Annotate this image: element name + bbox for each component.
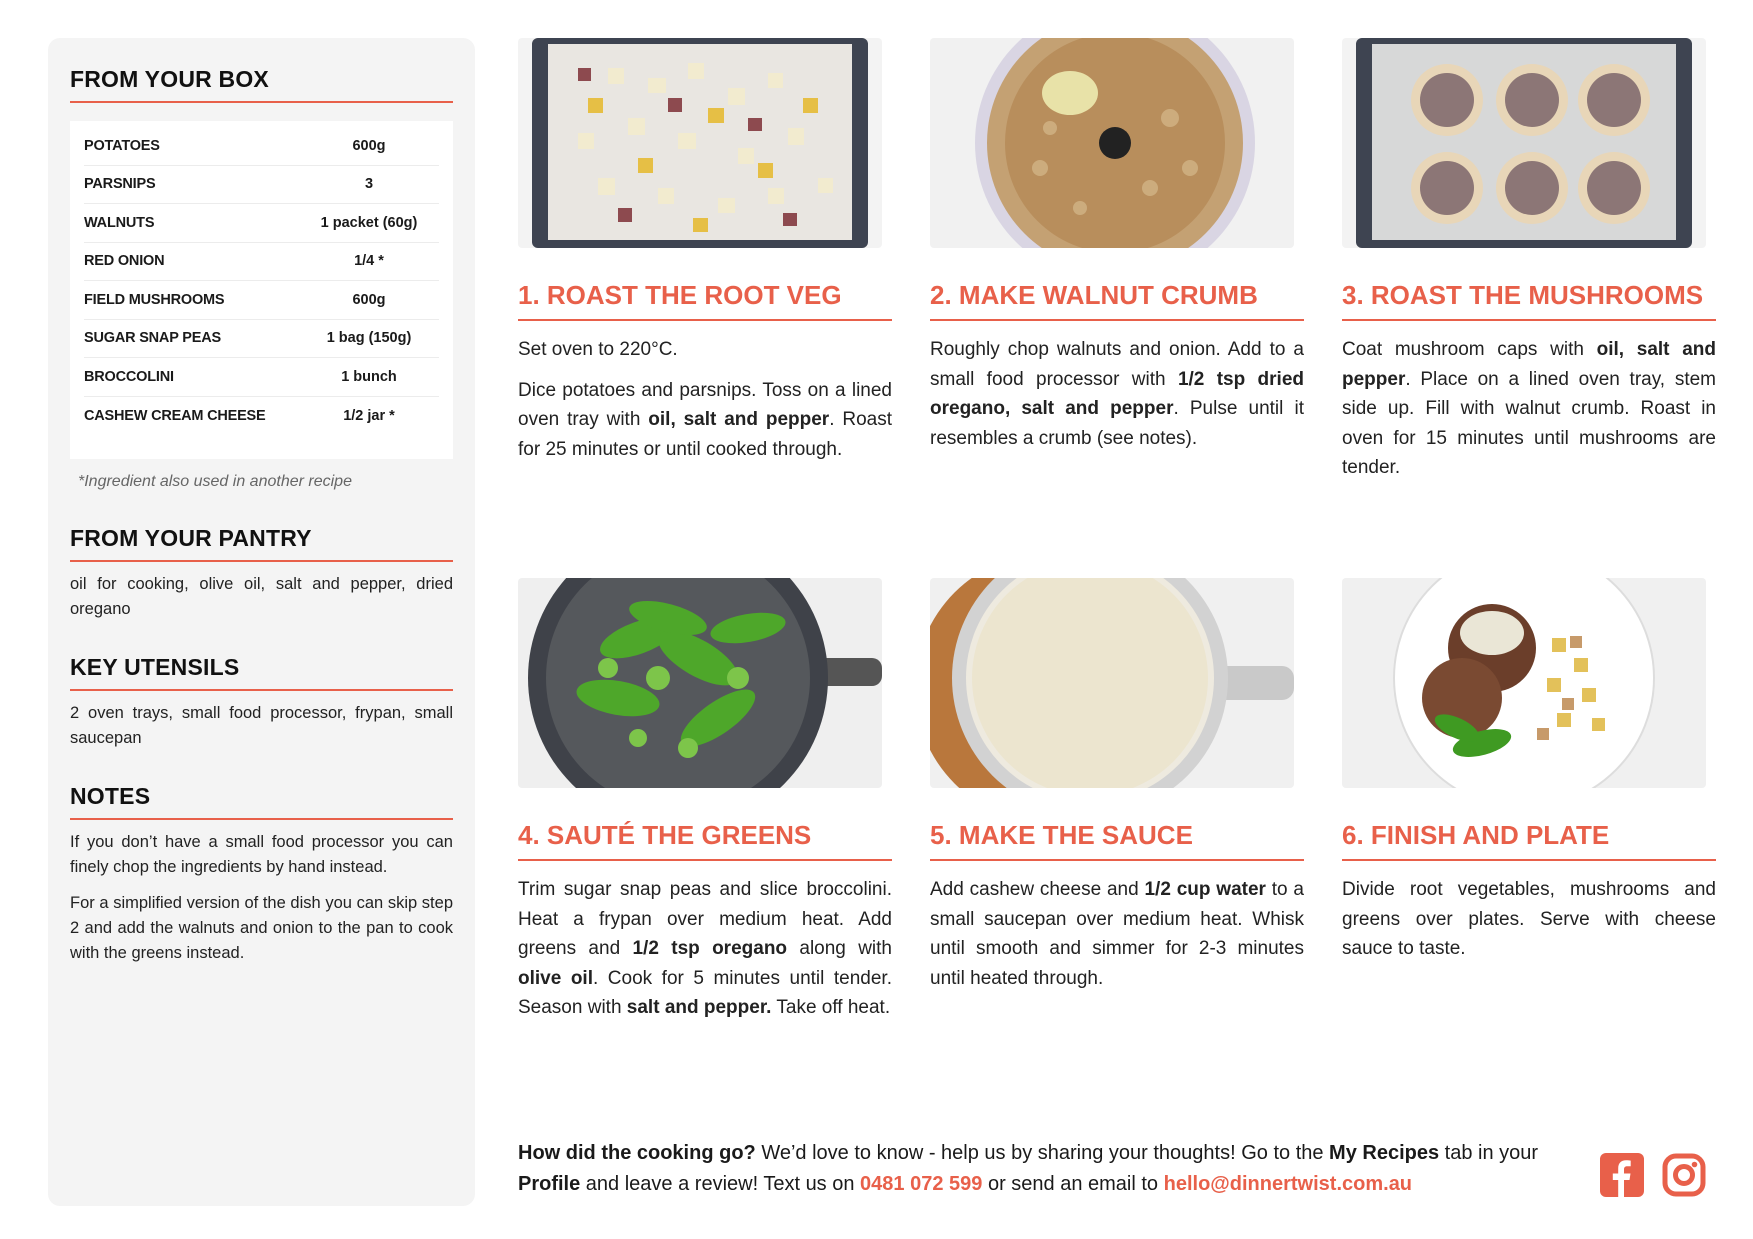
table-row (84, 397, 439, 436)
ingredient-qty: 1/4 * (354, 253, 384, 270)
notes-text: For a simplified version of the dish you can skip step 2 and add the walnuts and onion to the pan to cook with the greens instead. (70, 894, 453, 962)
utensils-section (70, 654, 453, 751)
step-title: 3. ROAST THE MUSHROOMS (1342, 280, 1716, 321)
ingredient-name: BROCCOLINI (84, 368, 174, 385)
profile-label: Profile (518, 1173, 581, 1195)
step-body (930, 335, 1304, 453)
step-2 (930, 38, 1304, 453)
roast-veg-photo (518, 38, 882, 248)
bold-run: 1/2 tsp oregano (632, 938, 788, 959)
text-run: along with (787, 938, 892, 959)
step-3 (1342, 38, 1716, 483)
notes-text: If you don’t have a small food processor you can finely chop the ingredients by hand instead. (70, 833, 453, 876)
text-run: Add cashew cheese and (930, 879, 1145, 900)
step-body (518, 875, 892, 1023)
text-run: . Pulse until it resembles a crumb (see notes). (930, 398, 1304, 449)
ingredient-qty: 1 packet (60g) (320, 214, 418, 231)
table-row (84, 358, 439, 397)
step-title: 2. MAKE WALNUT CRUMB (930, 280, 1304, 321)
text-run: Roughly chop walnuts and onion. Add to a small food processor with (930, 339, 1304, 390)
bold-run: oil, salt and pepper (1342, 339, 1716, 390)
step-text (518, 875, 892, 1023)
ingredient-name: WALNUTS (84, 214, 155, 231)
text-run: Dice potatoes and parsnips. Toss on a lined oven tray with (518, 379, 892, 430)
email-link[interactable]: hello@dinnertwist.com.au (1163, 1173, 1413, 1195)
ingredients-panel (48, 38, 475, 1206)
footer-text: We’d love to know - help us by sharing your thoughts! Go to the (755, 1142, 1330, 1164)
pantry-text: oil for cooking, olive oil, salt and pepper, dried oregano (70, 575, 453, 618)
table-row (84, 281, 439, 320)
notes-section (70, 783, 453, 966)
bold-run: 1/2 cup water (1144, 879, 1266, 900)
step-text (930, 335, 1304, 453)
table-row (84, 204, 439, 243)
ingredient-qty: 1 bag (150g) (326, 330, 412, 347)
social-links (1600, 1153, 1706, 1197)
bold-run: salt and pepper. (626, 997, 772, 1018)
box-heading: FROM YOUR BOX (70, 66, 453, 103)
footer-text: and leave a review! Text us on (580, 1173, 861, 1195)
ingredient-qty: 1 bunch (341, 368, 397, 385)
text-run: . Cook for 5 minutes until tender. Season with (518, 967, 892, 1018)
text-run: to a small saucepan over medium heat. Whisk until smooth and simmer for 2-3 minutes until heated through. (930, 879, 1304, 989)
footer-text: or send an email to (982, 1173, 1164, 1195)
ingredient-name: FIELD MUSHROOMS (84, 291, 225, 308)
notes-heading: NOTES (70, 783, 453, 820)
mushrooms-photo (1342, 38, 1706, 248)
text-run: Trim sugar snap peas and slice broccolini. Heat a frypan over medium heat. Add greens and (518, 879, 892, 959)
pantry-heading: FROM YOUR PANTRY (70, 525, 453, 562)
sauce-photo (930, 578, 1294, 788)
bold-run: 1/2 tsp dried oregano, salt and pepper (930, 368, 1304, 419)
instagram-icon[interactable] (1662, 1153, 1706, 1197)
step-title: 6. FINISH AND PLATE (1342, 820, 1716, 861)
step-body (1342, 335, 1716, 483)
step-text: Set oven to 220°C. (518, 339, 678, 360)
ingredient-qty: 600g (352, 137, 386, 154)
text-run: . Roast for 25 minutes or until cooked through. (518, 409, 892, 460)
plated-dish-photo (1342, 578, 1706, 788)
step-title: 4. SAUTÉ THE GREENS (518, 820, 892, 861)
bold-run: olive oil (518, 967, 593, 989)
step-6 (1342, 578, 1716, 964)
text-run: Coat mushroom caps with (1342, 339, 1597, 360)
utensils-heading: KEY UTENSILS (70, 654, 453, 691)
ingredient-name: POTATOES (84, 137, 160, 154)
step-body (930, 875, 1304, 993)
step-text: Divide root vegetables, mushrooms and greens over plates. Serve with cheese sauce to taste. (1342, 879, 1716, 959)
step-title: 5. MAKE THE SAUCE (930, 820, 1304, 861)
walnut-crumb-photo (930, 38, 1294, 248)
phone-link[interactable]: 0481 072 599 (860, 1173, 983, 1195)
text-run: . Place on a lined oven tray, stem side up. Fill with walnut crumb. Roast in oven for 15 minutes until mushrooms are tender. (1342, 368, 1716, 478)
step-body (518, 335, 892, 464)
step-4 (518, 578, 892, 1023)
footer-text: tab in your (1439, 1142, 1539, 1164)
text-run: Take off heat. (771, 997, 891, 1018)
ingredient-qty: 600g (352, 291, 386, 308)
table-row (84, 320, 439, 359)
feedback-question: How did the cooking go? (518, 1142, 756, 1164)
my-recipes-label: My Recipes (1329, 1142, 1440, 1164)
box-ingredient-table (70, 121, 453, 459)
bold-run: oil, salt and pepper (648, 409, 830, 430)
feedback-footer (518, 1138, 1578, 1200)
facebook-icon[interactable] (1600, 1153, 1644, 1197)
pantry-section (70, 525, 453, 622)
ingredient-qty: 1/2 jar * (343, 407, 395, 424)
step-text (1342, 335, 1716, 483)
step-text (930, 875, 1304, 993)
table-row (84, 243, 439, 282)
ingredient-name: SUGAR SNAP PEAS (84, 330, 221, 347)
ingredient-name: RED ONION (84, 253, 165, 270)
ingredient-qty: 3 (364, 176, 374, 193)
ingredient-footnote: *Ingredient also used in another recipe (78, 473, 352, 490)
ingredient-name: CASHEW CREAM CHEESE (84, 407, 266, 424)
greens-photo (518, 578, 882, 788)
table-row (84, 166, 439, 205)
utensils-text: 2 oven trays, small food processor, frypan, small saucepan (70, 704, 453, 747)
step-1 (518, 38, 892, 464)
step-text (518, 376, 892, 465)
step-title: 1. ROAST THE ROOT VEG (518, 280, 892, 321)
step-5 (930, 578, 1304, 993)
ingredient-name: PARSNIPS (84, 176, 156, 193)
step-body (1342, 875, 1716, 964)
table-row (84, 127, 439, 166)
